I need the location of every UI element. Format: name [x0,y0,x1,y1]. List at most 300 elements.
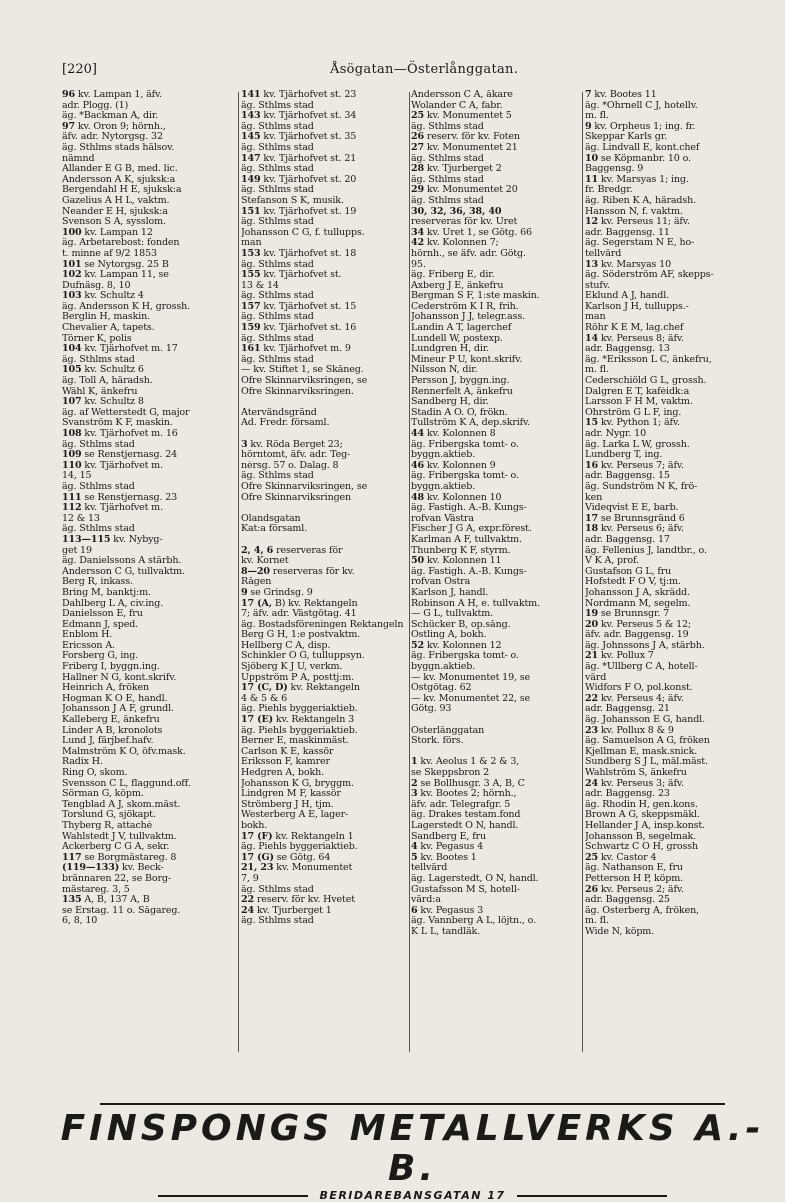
directory-entry-line: Rennerfelt A, änkefru [411,386,513,397]
directory-entry-line: äg. Nathanson E, fru [585,863,683,874]
directory-entry-line: Enblom H. [62,630,113,641]
directory-entry-line: Stefanson S K, musik. [241,195,344,206]
directory-entry-line: Linder A B, kronolots [62,725,163,736]
directory-entry-line [241,429,412,440]
directory-entry-line: äg. af Wetterstedt G, major [62,407,190,418]
directory-entry-line: t. minne af 9/2 1853 [62,248,157,259]
directory-entry-line: Tengblad A J, skom.mäst. [62,799,181,810]
directory-entry-line: äg. Drakes testam.fond [411,810,521,821]
directory-entry-line: Brown A G, skeppsmäkl. [585,810,700,821]
directory-entry-line: Österlånggatan [411,725,485,736]
directory-entry-line: Ad. Fredr. församl. [241,418,330,429]
directory-entry-line: Hansson N, f. vaktm. [585,206,683,217]
directory-entry-line: 100 kv. Lampan 12 [62,227,153,238]
directory-entry-line: äg. Arbetarebost: fonden [62,238,180,249]
directory-entry-line: äg. *Öhrnell C J, hotellv. [585,100,698,111]
directory-entry-line: äg. Piehls byggeriaktieb. [241,704,358,715]
directory-entry-line: äg. Danielssons A stärbh. [62,556,182,567]
advert-address-line [60,1189,765,1202]
directory-entry-line: Sandberg H, dir. [411,397,489,408]
directory-entry-line: äg. Sthlms stad [241,185,314,196]
directory-entry-line: se Erstag. 11 o. Sågareg. [62,905,181,916]
directory-entry-line: 112 kv. Tjärhofvet m. [62,503,163,514]
directory-entry-line: äg. Sthlms stad [241,471,314,482]
directory-entry-line: 17 (C, D) kv. Rektangeln [241,683,360,694]
directory-entry-line: Hofstedt F O V, tj:m. [585,577,681,588]
directory-entry-line: Bergendahl H E, sjuksk:a [62,185,182,196]
directory-entry-line: äg. Fribergska tomt- o. [411,651,519,662]
page-number: [220] [62,62,97,77]
directory-entry-line: Danielsson E, fru [62,609,143,620]
directory-entry-line: Wide N, köpm. [585,926,655,937]
directory-entry-line: get 19 [62,545,92,556]
directory-entry-line: 117 se Borgmästareg. 8 [62,852,177,863]
directory-entry-line: adr. Baggensg. 25 [585,895,670,906]
directory-entry-line: Schwartz C O H, grossh [585,842,699,853]
directory-entry-line: Sjöberg K J U, verkm. [241,662,343,673]
directory-entry-line: Lundell W, postexp. [411,333,503,344]
directory-entry-line: Hellberg C A, disp. [241,640,331,651]
directory-entry-line: äg. Sthlms stad [241,142,314,153]
directory-entry-line: 30, 32, 36, 38, 40 [411,206,502,217]
directory-entry-line: äg. Friberg E, dir. [411,270,495,281]
directory-entry-line: 15 kv. Python 1; äfv. [585,418,680,429]
directory-entry-line: brännaren 22, se Borg- [62,873,171,884]
directory-entry-line: Sundberg S J L, mål.mäst. [585,757,708,768]
directory-entry-line: äg. Segerstam N E, ho- [585,238,695,249]
directory-entry-line: Schücker B, op.sång. [411,619,511,630]
directory-entry-line: äg. *Backman A, dir. [62,111,159,122]
directory-entry-line: — G L, tullvaktm. [411,609,493,620]
directory-entry-line: äg. Sthlms stad [241,217,314,228]
column-1 [62,90,238,927]
directory-entry-line: 143 kv. Tjärhofvet st. 34 [241,111,357,122]
directory-entry-line: Östgötag. 62 [411,683,472,694]
directory-entry-line: Svenson S A, sysslom. [62,217,166,228]
directory-entry-line: äg. Sthlms stad [241,100,314,111]
directory-entry-line: Friberg I, byggn.ing. [62,662,160,673]
directory-entry-line: adr. Plogg. (1) [62,100,129,111]
directory-entry-line: Forsberg G, ing. [62,651,139,662]
directory-entry-line: tellvärd [585,248,622,259]
directory-entry-line: Heinrich A, fröken [62,683,150,694]
directory-entry-line: Karlson J H, tullupps.- [585,301,689,312]
directory-entry-line: Carlson K E, kassör [241,746,334,757]
directory-entry-line: Lundberg T, ing. [585,450,663,461]
directory-entry-line: Johansson C G, f. tullupps. [241,227,365,238]
directory-entry-line: Thunberg K F, styrm. [411,545,511,556]
directory-entry-line: Kalleberg E, änkefru [62,715,160,726]
directory-entry-line: äg. Fribergska tomt- o. [411,439,519,450]
directory-entry-line: Andersson C A, åkare [411,90,513,100]
directory-entry-line: kv. Kornet [241,556,289,567]
directory-entry-line: tellvärd [411,863,448,874]
directory-entry-line: 155 kv. Tjärhofvet st. [241,270,342,281]
directory-entry-line: 157 kv. Tjärhofvet st. 15 [241,301,357,312]
directory-entry-line: äg. *Eriksson L C, änkefru, [585,354,712,365]
directory-entry-line: Malmström K O, öfv.mask. [62,746,186,757]
directory-entry-line: 19 se Brunnsgr. 7 [585,609,670,620]
directory-entry-line: Robinson A H, e. tullvaktm. [411,598,540,609]
directory-entry-line: äg. Sthlms stad [62,481,135,492]
directory-entry-line: Dufnäsg. 8, 10 [62,280,131,291]
directory-entry-line: 141 kv. Tjärhofvet st. 23 [241,90,357,100]
directory-entry-line: 95. [411,259,426,270]
directory-entry-line: Berglin H, maskin. [62,312,150,323]
directory-entry-line: 7 kv. Bootes 11 [585,90,657,100]
directory-entry-line: äg. Johansson E G, handl. [585,715,705,726]
directory-entry-line: Allander E G B, med. lic. [62,164,178,175]
directory-entry-line: Fischer J G A, expr.förest. [411,524,532,535]
directory-entry-line: rofvan Västra [411,513,474,524]
directory-entry-line: 9 kv. Orpheus 1; ing. fr. [585,121,696,132]
directory-entry-line: Gustafson G L, fru [585,566,672,577]
directory-entry-line: äg. *Ullberg C A, hotell- [585,662,698,673]
directory-entry-line: 151 kv. Tjärhofvet st. 19 [241,206,357,217]
directory-entry-line: 26 kv. Perseus 2; äfv. [585,884,684,895]
directory-entry-line: äg. Bostadsföreningen Rektangeln [241,619,404,630]
directory-entry-line: nérsg. 57 o. Dalag. 8 [241,460,339,471]
advert-rule-left [158,1195,308,1197]
directory-entry-line: bokh. [241,820,268,831]
advert-rule-right [517,1195,667,1197]
directory-entry-line: Svanström K F, maskin. [62,418,173,429]
directory-entry-line: 14, 15 [62,471,92,482]
directory-entry-line: 23 kv. Pollux 8 & 9 [585,725,674,736]
directory-entry-line: ken [585,492,603,503]
directory-entry-line: 159 kv. Tjärhofvet st. 16 [241,323,357,334]
directory-entry-line: Mineur P U, kont.skrifv. [411,354,523,365]
directory-entry-line: 26 reserv. för kv. Foten [411,132,520,143]
directory-entry-line: Neander E H, sjuksk:a [62,206,168,217]
directory-entry-line: 153 kv. Tjärhofvet st. 18 [241,248,357,259]
directory-entry-line: äg. Samuelson A G, fröken [585,736,710,747]
column-4 [585,90,770,938]
page-header [62,62,765,80]
directory-entry-line: 1 kv. Aeolus 1 & 2 & 3, [411,757,520,768]
directory-entry-line: Lund J, färjbef.hafv. [62,736,154,747]
directory-entry-line: 145 kv. Tjärhofvet st. 35 [241,132,357,143]
directory-entry-line: 17 se Brunnsgränd 6 [585,513,685,524]
directory-entry-line: Bring M, banktj:m. [62,587,151,598]
directory-entry-line: Lindgren M F, kassör [241,789,341,800]
directory-entry-line: äg. Sthlms stad [241,312,314,323]
directory-entry-line: Landin A T, lagerchef [411,323,512,334]
directory-entry-line: Edmann J, sped. [62,619,139,630]
directory-entry-line: Wåhl K, änkefru [62,386,138,397]
directory-entry-line: 14 kv. Perseus 8; äfv. [585,333,684,344]
directory-entry-line: adr. Baggensg. 13 [585,344,670,355]
directory-entry-line: Johansson J A F, grundl. [62,704,174,715]
directory-entry-line: Östling A, bokh. [411,630,487,641]
directory-entry-line: Nilsson N, dir. [411,365,478,376]
directory-entry-line: Ölandsgatan [241,513,301,524]
directory-entry-line: 108 kv. Tjärhofvet m. 16 [62,429,178,439]
directory-entry-line: äg. Sthlms stad [411,174,484,185]
directory-entry-line: Videqvist E E, barb. [585,503,679,514]
directory-entry-line: 46 kv. Kolonnen 9 [411,460,496,471]
directory-entry-line: äg. Andersson K H, grossh. [62,301,191,312]
directory-entry-line: äg. Lagerstedt, O N, handl. [411,873,539,884]
directory-entry-line: Hogman K O E, handl. [62,693,168,704]
directory-entry-line: V K A, prof. [585,556,639,567]
directory-entry-line: 17 (E) kv. Rektangeln 3 [241,715,355,726]
directory-entry-line: (119—133) kv. Beck- [62,863,164,874]
directory-entry-line: äg. Sthlms stad [241,884,314,895]
directory-entry-line: 97 kv. Oron 9; hörnh., [62,121,166,132]
directory-entry-line: Svensson C L, flaggund.off. [62,778,191,789]
directory-entry-line: Öfre Skinnarviksringen [241,492,352,503]
directory-entry-line: äg. Sthlms stad [241,291,314,302]
directory-entry-line: 105 kv. Schultz 6 [62,365,144,376]
directory-entry-line: Hedgren A, bokh. [241,768,324,778]
directory-entry-line: Eriksson F, kamrer [241,757,330,768]
directory-entry-line: äg. Sthlms stad [411,121,484,132]
directory-entry-line: 25 kv. Monumentet 5 [411,111,512,122]
directory-entry-line: 4 kv. Pegasus 4 [411,842,484,853]
directory-entry-line: Torslund G, sjökapt. [62,810,156,821]
directory-entry-line: rofvan Östra [411,577,471,588]
directory-entry-line: 50 kv. Kolonnen 11 [411,556,502,567]
directory-entry-line: äg. Söderström AF, skepps- [585,270,714,281]
directory-entry-line: 22 kv. Perseus 4; äfv. [585,693,684,704]
directory-entry-line: äfv. adr. Baggensg. 19 [585,630,689,641]
directory-entry-line: äg. Österberg A, fröken, [585,905,699,916]
directory-entry-line: Törner K, polis [62,333,132,344]
directory-entry-line: fr. Bredgr. [585,185,633,196]
directory-entry-line: Återvändsgränd [241,407,317,418]
directory-entry-line: äg. Rhodin H, gen.kons. [585,799,698,810]
directory-entry-line: äg. Larka L W, grossh. [585,439,690,450]
directory-entry-line: 42 kv. Kolonnen 7; [411,238,499,249]
directory-entry-line: 24 kv. Perseus 3; äfv. [585,778,684,789]
directory-entry-line: 13 & 14 [241,280,279,291]
directory-entry-line: 17 (A, B) kv. Rektangeln [241,598,358,609]
directory-entry-line: Wahlström S, änkefru [585,768,687,778]
directory-entry-line: byggn.aktieb. [411,450,476,461]
directory-entry-line: 28 kv. Tjurberget 2 [411,164,502,175]
directory-entry-line: Gazelius A H L, vaktm. [62,195,170,206]
directory-entry-line: Johansson K G, bryggm. [241,778,354,789]
directory-entry-line: 2 se Bollhusgr. 3 A, B, C [411,778,525,789]
directory-entry-line: nämnd [62,153,95,164]
directory-entry-line: adr. Baggensg. 11 [585,227,670,238]
directory-entry-line: Wolander C A, fabr. [411,100,503,111]
directory-entry-line: Götg. 93 [411,704,452,715]
directory-entry-line: 12 kv. Perseus 11; äfv. [585,217,690,228]
directory-entry-line: 12 & 13 [62,513,100,524]
directory-entry-line: äg. Lindvall E, kont.chef [585,142,700,153]
directory-entry-line: 8—20 reserveras för kv. [241,566,355,577]
directory-entry-line: stufv. [585,280,610,291]
directory-entry-line: 16 kv. Perseus 7; äfv. [585,460,684,471]
directory-entry-line: 147 kv. Tjärhofvet st. 21 [241,153,357,164]
directory-entry-line: Öfre Skinnarviksringen, se [241,481,368,492]
directory-entry-line: äg. Piehls byggeriaktieb. [241,842,358,853]
directory-entry-line: Ring O, skom. [62,768,128,778]
directory-entry-line: 48 kv. Kolonnen 10 [411,492,502,503]
directory-entry-line: Petterson H P, köpm. [585,873,684,884]
directory-entry-line: Öfre Skinnarviksringen. [241,386,354,397]
column-2 [241,90,412,927]
directory-entry-line: 34 kv. Uret 1, se Götg. 66 [411,227,532,238]
directory-entry-line: 44 kv. Kolonnen 8 [411,429,496,439]
directory-entry-line: Rågen [241,577,272,588]
directory-entry-line: Lundgren H, dir. [411,344,489,355]
directory-entry-line: Karlson J, handl. [411,587,489,598]
directory-entry-line: 25 kv. Castor 4 [585,852,657,863]
directory-entry-line: 102 kv. Lampan 11, se [62,270,169,281]
directory-entry-line: äg. Fastigh. A.-B. Kungs- [411,503,527,514]
directory-entry-line: m. fl. [585,111,609,122]
directory-entry-line: Cederström K I R, frih. [411,301,519,312]
directory-entry-line [411,747,583,758]
directory-entry-line: byggn.aktieb. [411,481,476,492]
directory-entry-line: äg. Piehls byggeriaktieb. [241,725,358,736]
directory-entry-line: Dalgren E T, kaféidk:a [585,386,690,397]
directory-entry-line: m. fl. [585,916,609,927]
directory-entry-line: 11 kv. Marsyas 1; ing. [585,174,689,185]
directory-entry-line: 2, 4, 6 reserveras för [241,545,343,556]
directory-entry-line: Wahlstedt J V, tullvaktm. [62,831,177,842]
directory-entry-line: 7; äfv. adr. Västgötag. 41 [241,609,357,620]
directory-entry-line: 17 (G) se Götg. 64 [241,852,331,863]
directory-entry-line: 52 kv. Kolonnen 12 [411,640,502,651]
directory-entry-line: Gustafsson M S, hotell- [411,884,520,895]
directory-entry-line: Skeppar Karls gr. [585,132,667,143]
directory-entry-line: värd:a [411,895,441,906]
directory-entry-line: Dahlberg L A, civ.ing. [62,598,164,609]
directory-entry-line: — kv. Monumentet 22, se [411,693,531,704]
directory-entry-line: 29 kv. Monumentet 20 [411,185,518,196]
directory-entry-line: 21, 23 kv. Monumentet [241,863,353,874]
directory-entry-line: adr. Baggensg. 17 [585,534,670,545]
directory-entry-line: Stadin A O. O, frökn. [411,407,508,418]
directory-entry-line: 3 kv. Bootes 2; hörnh., [411,789,517,800]
directory-entry-line: 104 kv. Tjärhofvet m. 17 [62,344,178,355]
directory-entry-line: Tullström K A, dep.skrifv. [411,418,531,429]
directory-entry-line: Åckerberg C G A, sekr. [62,842,170,853]
directory-entry-line: K L L, tandläk. [411,926,481,937]
directory-entry-line: äg. Sthlms stad [241,121,314,132]
running-title: Åsögatan—Österlånggatan. [330,62,519,77]
directory-entry-line: Andersson A K, sjuksk:a [62,174,176,185]
directory-entry-line: adr. Baggensg. 15 [585,471,670,482]
directory-entry-line: — kv. Monumentet 19, se [411,672,531,683]
directory-entry-line: Johansson J A, skrädd. [585,587,691,598]
directory-entry-line: äg. Vannberg A L, löjtn., o. [411,916,536,927]
directory-entry-line: Schinkler O G, tulluppsyn. [241,651,365,662]
directory-entry-line: äg. Sthlms stad [241,354,314,365]
directory-entry-line: 13 kv. Marsyas 10 [585,259,671,270]
directory-entry-line: äg. Sthlms stad [62,439,135,450]
directory-entry-line: äg. Johnssons J A, stärbh. [585,640,705,651]
directory-entry-line: äg. Fellenius J, landtbr., o. [585,545,707,556]
directory-entry-line: se Skeppsbron 2 [411,768,490,778]
directory-entry-line: 10 se Köpmanbr. 10 o. [585,153,691,164]
directory-entry-line: Baggensg. 9 [585,164,644,175]
directory-entry-line: Widfors F O, pol.konst. [585,683,693,694]
directory-entry-line: Sörman G, köpm. [62,789,144,800]
directory-entry-line: äfv. adr. Nytorgsg. 32 [62,132,163,143]
directory-entry-line: 96 kv. Lampan 1, äfv. [62,90,163,100]
directory-entry-line: hörntomt, äfv. adr. Teg- [241,450,351,461]
directory-entry-line: 113—115 kv. Nybyg- [62,534,163,545]
directory-entry-line [241,535,412,546]
directory-entry-line: Röhr K E M, lag.chef [585,323,684,334]
directory-entry-line: Karlman A F, tullvaktm. [411,534,522,545]
directory-entry-line: 109 se Renstjernasg. 24 [62,450,178,461]
directory-entry-line: värd [585,672,607,683]
directory-entry-line: Johansson B, segelmak. [585,831,697,842]
directory-entry-line: Kjellman E, mask.snick. [585,746,698,757]
directory-entry-line: 5 kv. Bootes 1 [411,852,477,863]
directory-entry-line: man [241,238,262,249]
directory-entry-line [411,715,583,726]
directory-entry-line: adr. Baggensg. 23 [585,789,670,800]
directory-entry-line: 22 reserv. för kv. Hvetet [241,895,355,906]
directory-entry-line: äfv. adr. Telegrafgr. 5 [411,799,511,810]
directory-entry-line: äg. Fastigh. A.-B. Kungs- [411,566,527,577]
directory-entry-line: reserveras för kv. Uret [411,217,518,228]
directory-entry-line: mästareg. 3, 5 [62,884,130,895]
advert-address: BERIDAREBANSGATAN 17 [319,1189,506,1202]
directory-entry-line: Stork. förs. [411,736,464,747]
directory-entry-line: Hallner N G, kont.skrifv. [62,672,177,683]
directory-entry-line: man [585,312,606,323]
directory-entry-line: Chevalier A, tapets. [62,323,155,334]
directory-entry-line: 24 kv. Tjurberget 1 [241,905,332,916]
directory-entry-line: byggn.aktieb. [411,662,476,673]
directory-entry-line: 6, 8, 10 [62,916,98,927]
directory-entry-line: 101 se Nytorgsg. 25 B [62,259,169,270]
directory-entry-line: 20 kv. Perseus 5 & 12; [585,619,691,630]
directory-entry-line: äg. Sthlms stad [241,164,314,175]
directory-entry-line: äg. Toll A, häradsh. [62,376,153,387]
directory-entry-line: äg. Riben K A, häradsh. [585,195,697,206]
directory-entry-line [241,397,412,408]
directory-entry-line: Cederschiöld G L, grossh. [585,376,707,387]
directory-entry-line: 17 (F) kv. Rektangeln 1 [241,831,354,842]
directory-entry-line: Axberg J E, änkefru [411,280,504,291]
directory-entry-line: 161 kv. Tjärhofvet m. 9 [241,344,351,355]
column-divider [238,92,239,1052]
directory-entry-line: 27 kv. Monumentet 21 [411,142,518,153]
directory-entry-line: Larsson F H M, vaktm. [585,397,693,408]
directory-entry-line: 9 se Grindsg. 9 [241,587,313,598]
directory-entry-line: Lagerstedt O N, handl. [411,820,519,831]
directory-entry-line: Bergman S F, 1:ste maskin. [411,291,540,302]
directory-entry-line: 4 & 5 & 6 [241,693,288,704]
directory-entry-line: Sandberg E, fru [411,831,486,842]
advert-company-name: FINSPONGS METALLVERKS A.-B. [60,1108,765,1189]
directory-entry-line: äg. Sthlms stad [241,259,314,270]
directory-entry-line: Öfre Skinnarviksringen, se [241,376,368,387]
directory-entry-line: Kat:a församl. [241,524,308,535]
directory-entry-line: 149 kv. Tjärhofvet st. 20 [241,174,357,185]
column-divider [582,92,583,1052]
directory-entry-line: adr. Nygr. 10 [585,429,647,439]
directory-entry-line: 18 kv. Perseus 6; äfv. [585,524,684,535]
directory-entry-line: äg. Sthlms stad [241,333,314,344]
directory-entry-line: Uppström P A, posttj:m. [241,672,355,683]
directory-entry-line: 3 kv. Röda Berget 23; [241,439,343,450]
directory-entry-line: Westerberg A E, lager- [241,810,349,821]
directory-entry-line: äg. Sundström N K, frö- [585,481,698,492]
directory-entry-line: 111 se Renstjernasg. 23 [62,492,178,503]
directory-entry-line: Berner E, maskinmäst. [241,736,349,747]
directory-entry-line: Öhrström G L F, ing. [585,407,682,418]
